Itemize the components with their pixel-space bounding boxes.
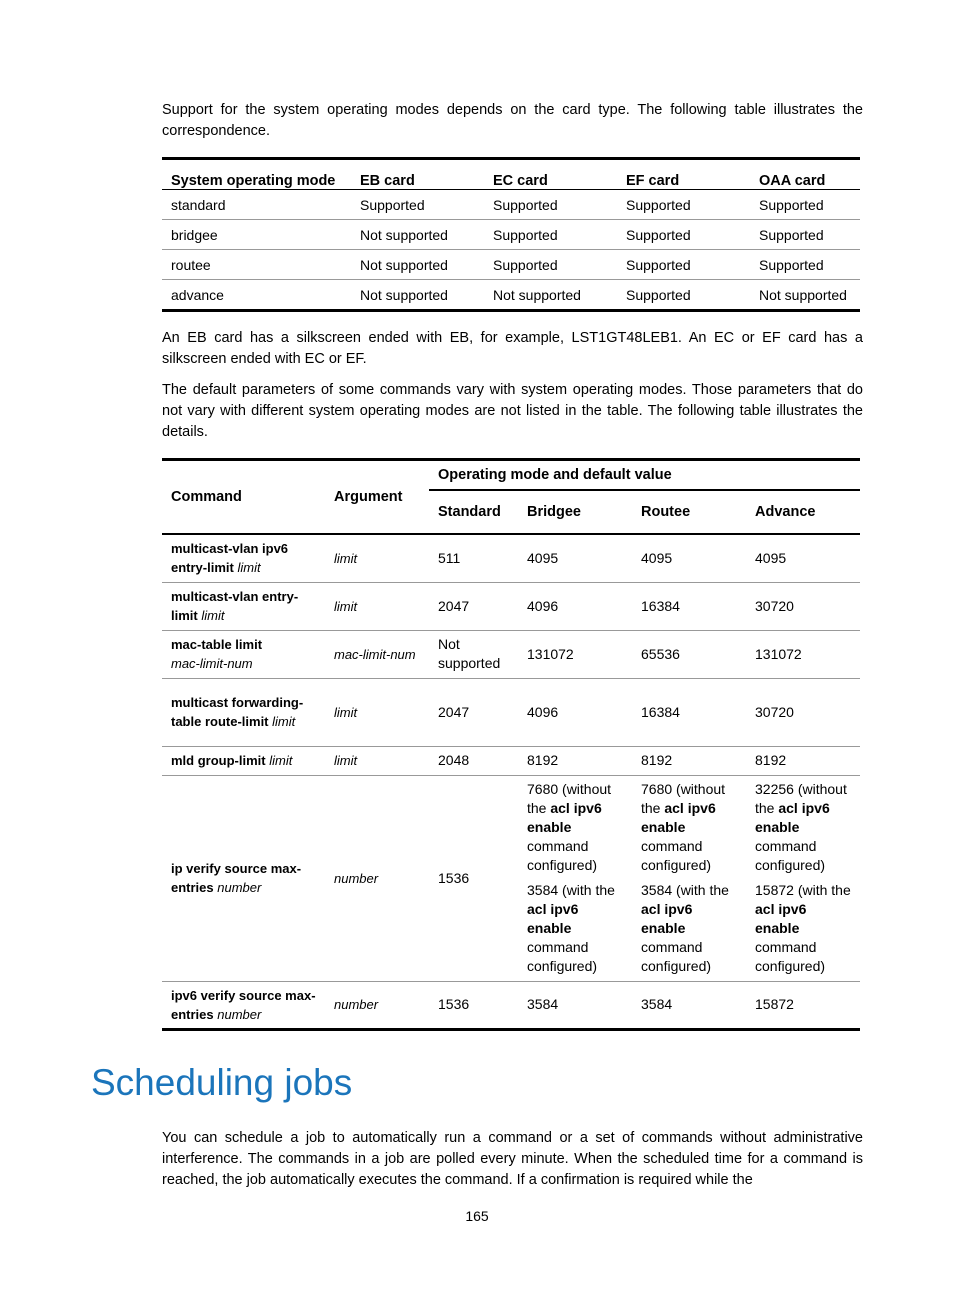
value-cell: 8192 — [518, 746, 632, 775]
scheduling-paragraph: You can schedule a job to automatically run a command or a set of commands without administrative interference. The commands in a job are polled every minute. When the scheduled time for a command is reached, the job automatically executes the command. If a confirmation is required while the — [162, 1130, 863, 1188]
argument-cell: number — [325, 775, 429, 981]
table-cell: Not supported — [351, 220, 484, 250]
table-row — [162, 190, 860, 220]
value-cell: 65536 — [632, 630, 746, 678]
argument-cell: limit — [325, 582, 429, 630]
argument-cell: limit — [325, 746, 429, 775]
table-row — [162, 534, 860, 582]
command-keyword: mac-table limit — [171, 637, 263, 652]
value-text: command configured) — [641, 939, 712, 974]
column-header: EF card — [617, 159, 750, 190]
command-cell — [162, 630, 325, 678]
table-row — [162, 775, 860, 981]
table-row — [162, 250, 860, 280]
value-cell: 8192 — [632, 746, 746, 775]
command-cell — [162, 582, 325, 630]
command-argument: mac-limit-num — [171, 656, 253, 671]
command-keyword: acl ipv6 enable — [755, 901, 807, 936]
value-text: the — [831, 882, 851, 898]
intro-paragraph: Support for the system operating modes depends on the card type. The following table illustrates the correspondence. — [162, 102, 863, 139]
table-cell: Supported — [617, 190, 750, 220]
eb-card-paragraph: An EB card has a silkscreen ended with EB, for example, LST1GT48LEB1. An EC or EF card has a silkscreen ended with EC or EF. — [162, 330, 863, 367]
table-cell: Not supported — [759, 286, 847, 303]
argument-cell: mac-limit-num — [325, 630, 429, 678]
table-cell: routee — [162, 250, 351, 280]
value-text: command configured) — [755, 939, 826, 974]
command-argument: limit — [272, 714, 296, 729]
section-heading: Scheduling jobs — [91, 1062, 353, 1103]
command-keyword: multicast-vlan entry-limit — [171, 589, 299, 623]
command-cell — [162, 678, 325, 746]
command-keyword: acl ipv6 enable — [527, 901, 579, 936]
table-header-row — [162, 159, 860, 190]
command-argument: number — [217, 880, 262, 895]
value-cell: 1536 — [438, 996, 470, 1012]
value-cell: 4096 — [518, 678, 632, 746]
value-cell: 30720 — [746, 678, 860, 746]
command-argument: limit — [237, 560, 261, 576]
command-keyword: ipv6 verify source max-entries — [171, 987, 316, 1022]
value-cell — [518, 775, 632, 981]
value-cell: 131072 — [518, 630, 632, 678]
table-cell: advance — [171, 286, 224, 303]
value-cell: 2047 — [429, 582, 518, 630]
table-cell: Supported — [626, 286, 691, 303]
command-keyword: ip verify source max-entries — [171, 861, 302, 895]
value-text: 15872 (with — [755, 882, 828, 898]
value-cell: 15872 — [755, 996, 794, 1012]
page-number: 165 — [465, 1208, 489, 1224]
table-cell: standard — [162, 190, 351, 220]
argument-cell: limit — [325, 678, 429, 746]
default-values-table — [162, 458, 860, 1031]
table-row — [162, 582, 860, 630]
table-row — [162, 678, 860, 746]
table-cell: bridgee — [162, 220, 351, 250]
value-cell: 2047 — [429, 678, 518, 746]
command-argument: number — [217, 1006, 262, 1022]
value-cell: 16384 — [632, 678, 746, 746]
command-cell — [162, 534, 325, 582]
table-cell: Not supported — [360, 286, 448, 303]
column-header-standard: Standard — [429, 490, 518, 534]
value-text: command configured) — [527, 939, 598, 974]
table-cell: Supported — [617, 220, 750, 250]
command-keyword: mld group-limit — [171, 753, 266, 768]
column-header-argument: Argument — [325, 460, 429, 535]
column-header-routee: Routee — [632, 490, 746, 534]
column-header: EB card — [351, 159, 484, 190]
command-cell — [162, 746, 325, 775]
command-argument: limit — [201, 608, 225, 623]
value-text: the — [527, 800, 547, 816]
value-text: 7680 (without — [527, 781, 612, 797]
value-cell: Not supported — [429, 630, 518, 678]
column-header-advance: Advance — [746, 490, 860, 534]
command-cell — [162, 981, 325, 1029]
value-cell — [746, 775, 860, 981]
column-header: System operating mode — [162, 159, 351, 190]
value-text: command configured) — [755, 838, 826, 873]
value-cell: 1536 — [429, 775, 518, 981]
table-row — [162, 220, 860, 250]
value-text: command configured) — [527, 838, 598, 873]
table-cell: Supported — [617, 250, 750, 280]
table-cell: Not supported — [493, 286, 581, 303]
value-cell: 4096 — [518, 582, 632, 630]
argument-cell: limit — [325, 534, 429, 582]
command-keyword: acl ipv6 enable — [755, 800, 830, 835]
table-cell: Supported — [484, 190, 617, 220]
argument-cell: number — [334, 997, 379, 1012]
table-cell: Supported — [351, 190, 484, 220]
table-cell: Supported — [750, 190, 860, 220]
table-row — [162, 746, 860, 775]
value-cell: 4095 — [632, 534, 746, 582]
value-text: (without the — [755, 781, 847, 816]
command-keyword: acl ipv6 enable — [641, 800, 716, 835]
command-argument: limit — [269, 753, 293, 768]
value-cell: 3584 — [527, 996, 559, 1012]
table-cell: Supported — [750, 250, 860, 280]
table-cell: Not supported — [351, 250, 484, 280]
column-group-header: Operating mode and default value — [429, 460, 860, 491]
value-cell: 4095 — [746, 534, 860, 582]
table-header-row — [162, 460, 860, 491]
command-keyword: multicast forwarding-table route-limit — [171, 695, 304, 729]
value-cell — [632, 775, 746, 981]
command-keyword: multicast-vlan ipv6 entry-limit — [171, 541, 289, 576]
table-row — [162, 630, 860, 678]
table-cell: Supported — [484, 250, 617, 280]
value-cell: 16384 — [632, 582, 746, 630]
column-header-command: Command — [162, 460, 325, 535]
command-cell — [162, 775, 325, 981]
value-text: 32256 — [755, 781, 794, 797]
value-cell: 2048 — [429, 746, 518, 775]
value-cell: 4095 — [518, 534, 632, 582]
value-cell: 30720 — [746, 582, 860, 630]
table-row — [162, 981, 860, 1029]
column-header-bridgee: Bridgee — [518, 490, 632, 534]
card-support-table — [162, 157, 860, 312]
table-cell: Supported — [484, 220, 617, 250]
value-text: command configured) — [641, 838, 712, 873]
value-cell: 8192 — [746, 746, 860, 775]
value-cell: 131072 — [746, 630, 860, 678]
value-text: 3584 (with the — [641, 882, 729, 898]
command-keyword: acl ipv6 enable — [641, 901, 693, 936]
default-params-paragraph: The default parameters of some commands vary with system operating modes. Those parameters that do not vary with different system operating modes are not listed in the table. The following table illustrates the details. — [162, 382, 863, 440]
value-cell: 511 — [429, 534, 518, 582]
value-text: the — [641, 800, 661, 816]
value-text: 7680 (without — [641, 781, 726, 797]
command-keyword: acl ipv6 enable — [527, 800, 602, 835]
table-cell: Supported — [750, 220, 860, 250]
column-header: EC card — [484, 159, 617, 190]
value-text: 3584 (with the — [527, 882, 615, 898]
column-header: OAA card — [750, 159, 860, 190]
value-cell: 3584 — [641, 996, 673, 1012]
table-row — [162, 280, 860, 311]
